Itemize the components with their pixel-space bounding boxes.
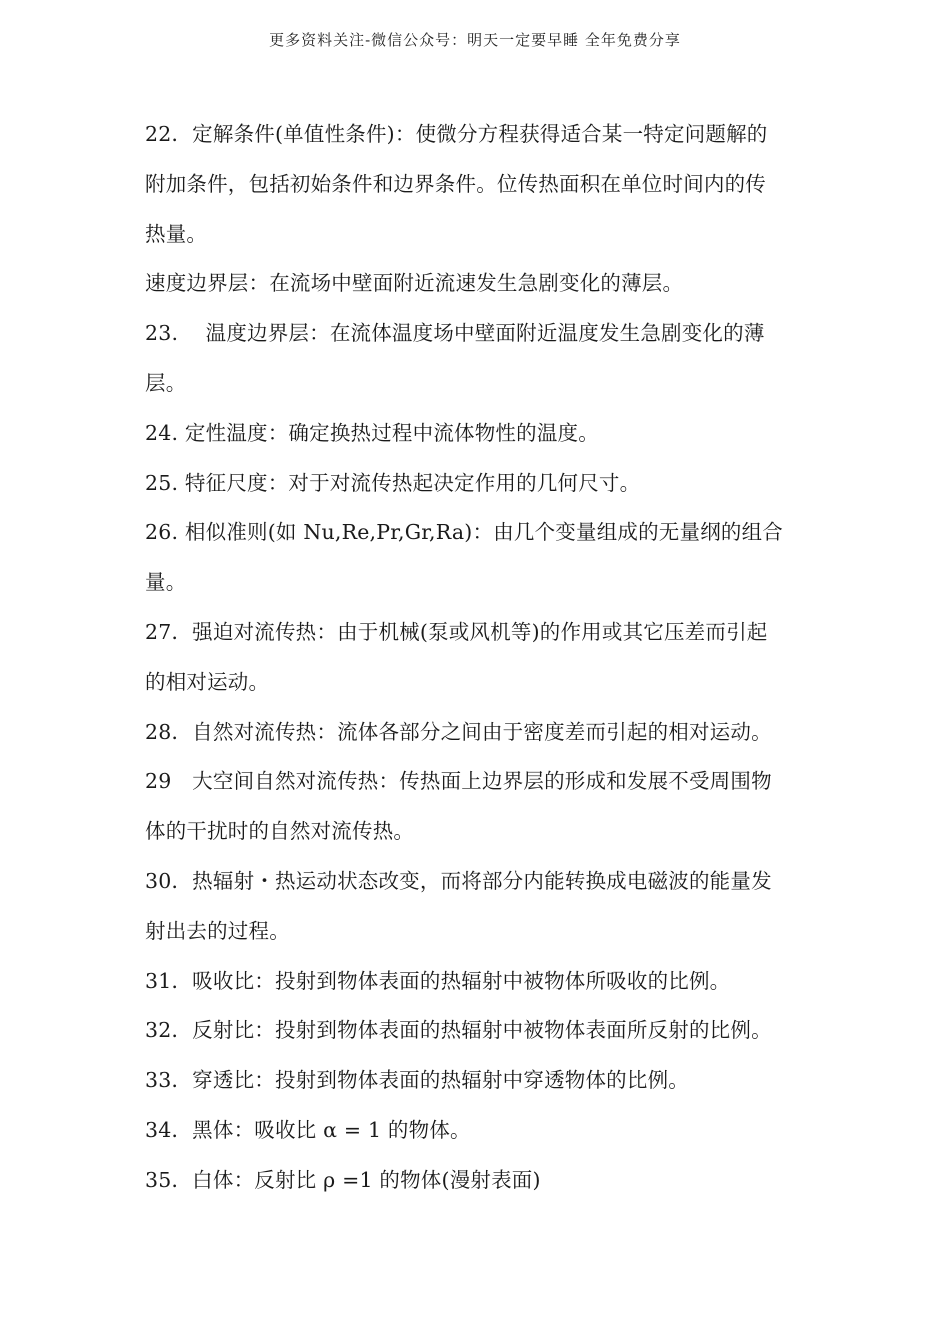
text-line: 射出去的过程。	[145, 918, 290, 943]
text-line: 31．吸收比：投射到物体表面的热辐射中被物体所吸收的比例。	[145, 968, 731, 993]
page-header-banner: 更多资料关注-微信公众号：明天一定要早睡 全年免费分享	[269, 31, 681, 49]
text-line: 的相对运动。	[145, 669, 270, 694]
text-line: 层。	[145, 370, 187, 395]
text-line: 附加条件，包括初始条件和边界条件。位传热面积在单位时间内的传	[145, 171, 766, 196]
text-line: 35．白体：反射比 ρ =1 的物体(漫射表面)	[145, 1167, 541, 1192]
text-line: 27．强迫对流传热：由于机械(泵或风机等)的作用或其它压差而引起	[145, 619, 768, 644]
text-line: 24. 定性温度：确定换热过程中流体物性的温度。	[145, 420, 599, 445]
text-line: 22．定解条件(单值性条件)：使微分方程获得适合某一特定问题解的	[145, 122, 768, 146]
text-line: 23. 温度边界层：在流体温度场中壁面附近温度发生急剧变化的薄	[145, 321, 765, 346]
text-line: 32．反射比：投射到物体表面的热辐射中被物体表面所反射的比例。	[145, 1018, 772, 1043]
text-line: 34．黑体：吸收比 α = 1 的物体。	[145, 1117, 471, 1142]
text-line: 28．自然对流传热：流体各部分之间由于密度差而引起的相对运动。	[145, 719, 772, 744]
text-line: 33．穿透比：投射到物体表面的热辐射中穿透物体的比例。	[145, 1068, 689, 1093]
text-line: 26. 相似准则(如 Nu,Re,Pr,Gr,Ra)：由几个变量组成的无量纲的组合	[145, 520, 783, 545]
text-line: 30．热辐射・热运动状态改变，而将部分内能转换成电磁波的能量发	[145, 868, 772, 893]
text-line: 量。	[145, 570, 187, 595]
text-line: 体的干扰时的自然对流传热。	[145, 819, 415, 844]
text-line: 速度边界层：在流场中壁面附近流速发生急剧变化的薄层。	[145, 271, 684, 296]
text-line: 25. 特征尺度：对于对流传热起决定作用的几何尺寸。	[145, 470, 641, 495]
text-line: 热量。	[145, 221, 208, 246]
document-body	[145, 110, 810, 1206]
text-line: 29 大空间自然对流传热：传热面上边界层的形成和发展不受周围物	[145, 769, 772, 794]
